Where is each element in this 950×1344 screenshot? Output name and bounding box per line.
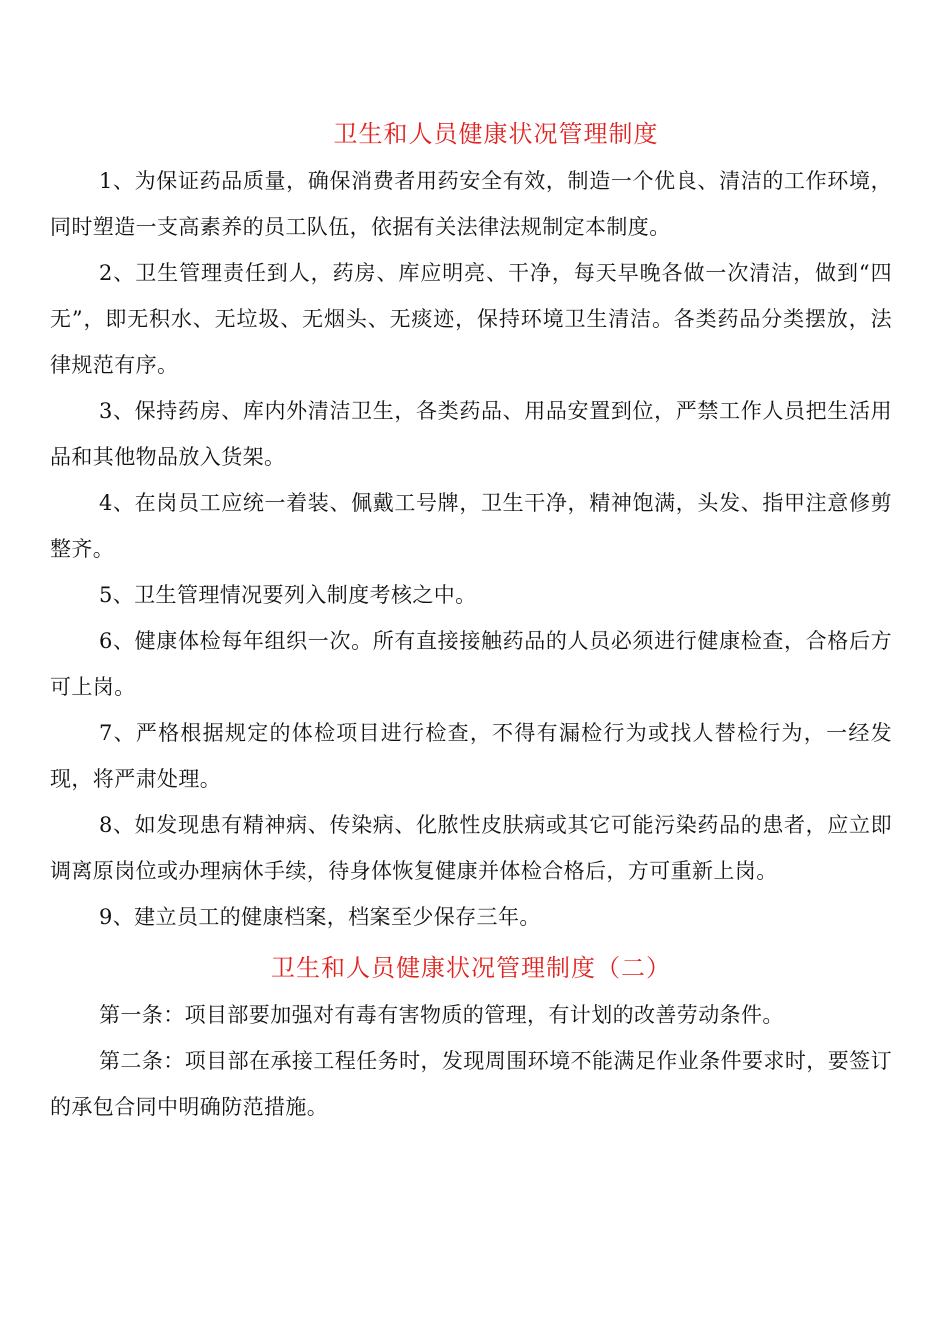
paragraph-3: 3、保持药房、库内外清洁卫生，各类药品、用品安置到位，严禁工作人员把生活用品和其他物品放入货架。 <box>50 399 892 469</box>
paragraph-6: 6、健康体检每年组织一次。所有直接接触药品的人员必须进行健康检查，合格后方可上岗。 <box>50 629 892 699</box>
paragraph-5: 5、卫生管理情况要列入制度考核之中。 <box>99 583 477 607</box>
paragraph-2: 2、卫生管理责任到人，药房、库应明亮、干净，每天早晚各做一次清洁，做到“四无”，即无积水、无垃圾、无烟头、无痰迹，保持环境卫生清洁。各类药品分类摆放，法律规范有序。 <box>50 261 892 377</box>
paragraph-1: 1、为保证药品质量，确保消费者用药安全有效，制造一个优良、清洁的工作环境，同时塑造一支高素养的员工队伍，依据有关法律法规制定本制度。 <box>50 169 892 239</box>
section-two-title: 卫生和人员健康状况管理制度（二） <box>271 954 671 982</box>
paragraph-4: 4、在岗员工应统一着装、佩戴工号牌，卫生干净，精神饱满，头发、指甲注意修剪整齐。 <box>50 491 892 561</box>
document-content <box>50 110 892 1130</box>
paragraph-8: 8、如发现患有精神病、传染病、化脓性皮肤病或其它可能污染药品的患者，应立即调离原岗位或办理病休手续，待身体恢复健康并体检合格后，方可重新上岗。 <box>50 813 892 883</box>
paragraph-9: 9、建立员工的健康档案，档案至少保存三年。 <box>99 905 541 929</box>
document-title: 卫生和人员健康状况管理制度 <box>333 120 659 148</box>
article-1: 第一条：项目部要加强对有毒有害物质的管理，有计划的改善劳动条件。 <box>99 1003 784 1027</box>
paragraph-7: 7、严格根据规定的体检项目进行检查，不得有漏检行为或找人替检行为，一经发现，将严肃处理。 <box>50 721 892 791</box>
article-2: 第二条：项目部在承接工程任务时，发现周围环境不能满足作业条件要求时，要签订的承包合同中明确防范措施。 <box>50 1049 892 1119</box>
